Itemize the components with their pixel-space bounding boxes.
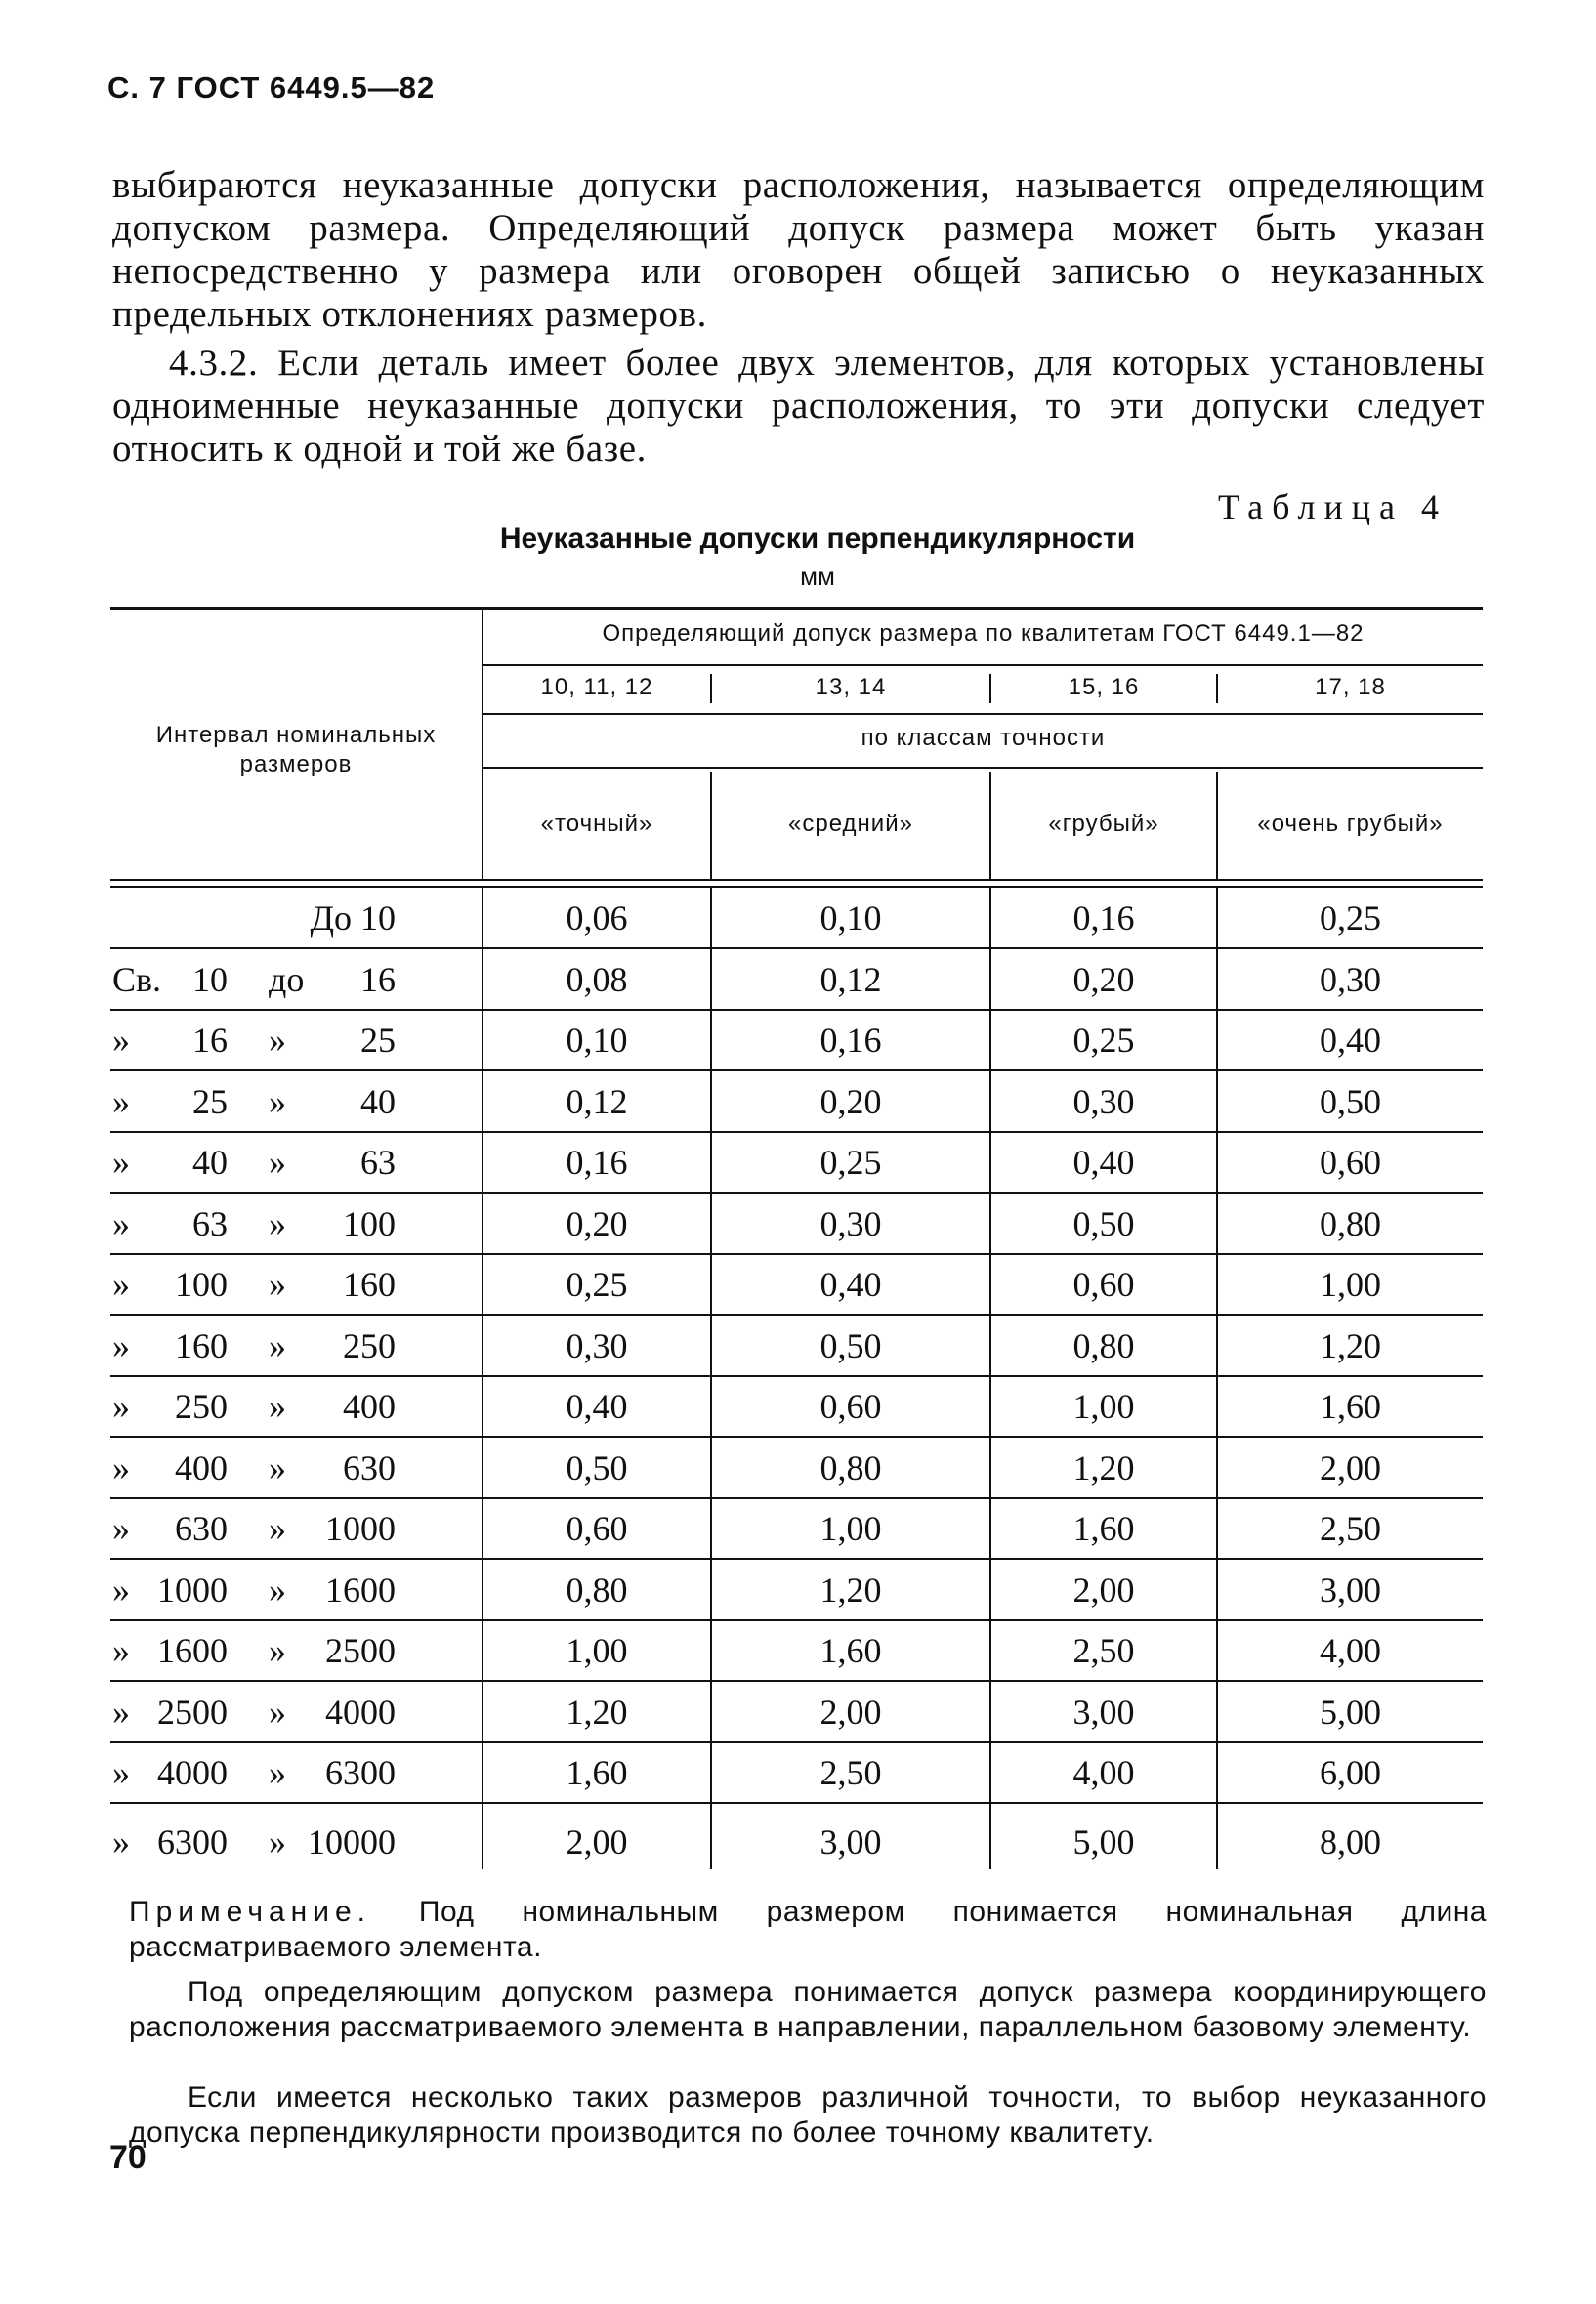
row-label-prefix: » [112, 1081, 130, 1121]
class-header: по классам точности [861, 725, 1106, 751]
row-label-to: 160 [343, 1265, 396, 1304]
row-label-prefix: » [112, 1387, 130, 1426]
table-unit: мм [800, 562, 835, 591]
row-label-prefix: » [112, 1447, 130, 1487]
row-label-mid: » [269, 1822, 286, 1862]
row-rule [110, 1741, 1483, 1743]
table-cell: 0,16 [1072, 899, 1135, 938]
table-cell: 0,50 [819, 1325, 882, 1365]
row-rule [110, 1192, 1483, 1194]
header-rule-3 [483, 767, 1483, 769]
paragraph-continuation: выбираются неуказанные допуски расположения, называется определяющим допуском размера. Определяющий допуск размера может быть указан непосредственно у размера или оговорен общей записью о неуказанных предельных отклонениях размеров. [112, 164, 1485, 335]
row-label-from: 1600 [157, 1631, 228, 1670]
row-rule [110, 1436, 1483, 1438]
row-rule [110, 1069, 1483, 1071]
row-label-prefix: » [112, 1631, 130, 1670]
qualitet-4: 17, 18 [1315, 674, 1386, 700]
note-label: Примечание. [129, 1896, 371, 1928]
table-cell: 2,50 [1320, 1509, 1381, 1548]
qualitet-2: 13, 14 [815, 674, 887, 700]
row-label-from: 63 [192, 1203, 228, 1243]
row-label-prefix: » [112, 1021, 130, 1060]
table-cell: 1,60 [566, 1753, 628, 1792]
row-label [112, 897, 396, 940]
page-header: С. 7 ГОСТ 6449.5—82 [107, 70, 436, 105]
table-cell: 5,00 [1320, 1692, 1381, 1732]
note-3: Если имеется несколько таких размеров различной точности, то выбор неуказанного допуска перпендикулярности производится по более точному квалитету. [129, 2081, 1487, 2149]
table-cell: 0,40 [1320, 1021, 1381, 1060]
table-cell: 8,00 [1320, 1822, 1381, 1862]
row-label [112, 1080, 396, 1123]
table-cell: 0,16 [566, 1143, 628, 1182]
row-label-prefix: » [112, 1509, 130, 1548]
header-bottom-rule-b [110, 886, 1483, 888]
row-label [112, 1446, 396, 1489]
row-label-prefix: » [112, 1325, 130, 1365]
table-cell: 0,25 [1320, 899, 1381, 938]
table-cell: 0,25 [566, 1265, 628, 1304]
table-cell: 0,30 [819, 1203, 882, 1243]
table-cell: 6,00 [1320, 1753, 1381, 1792]
row-label-to: 40 [360, 1081, 396, 1121]
row-label-mid: » [269, 1387, 286, 1426]
table-cell: 0,80 [1072, 1325, 1135, 1365]
table-cell: 0,80 [1320, 1203, 1381, 1243]
row-label-from: 100 [175, 1265, 228, 1304]
row-label-mid: » [269, 1203, 286, 1243]
page-number: 70 [109, 2139, 147, 2176]
table-top-rule [110, 607, 1483, 610]
table-cell: 0,12 [819, 959, 882, 999]
table-cell: 1,20 [1072, 1447, 1135, 1487]
row-label-to: 100 [343, 1203, 396, 1243]
table-cell: 0,20 [566, 1203, 628, 1243]
table-cell: 0,60 [566, 1509, 628, 1548]
table-cell: 0,80 [819, 1447, 882, 1487]
class-4: «очень грубый» [1257, 811, 1444, 837]
row-label-from: 630 [175, 1509, 228, 1548]
row-label [112, 1202, 396, 1245]
table-cell: 2,00 [1072, 1570, 1135, 1610]
table-cell: 1,20 [566, 1692, 628, 1732]
row-label [112, 958, 396, 1001]
row-label-prefix: » [112, 1822, 130, 1862]
row-label-mid: » [269, 1081, 286, 1121]
table-cell: 1,60 [1072, 1509, 1135, 1548]
row-label-to: 630 [343, 1447, 396, 1487]
table-cell: 0,25 [819, 1143, 882, 1182]
row-rule [110, 1680, 1483, 1682]
row-label-from: 400 [175, 1447, 228, 1487]
row-label [112, 1507, 396, 1550]
row-label-mid: » [269, 1570, 286, 1610]
row-header: Интервал номинальных размеров [155, 722, 437, 777]
row-label-from: 25 [192, 1081, 228, 1121]
row-rule [110, 1009, 1483, 1011]
table-cell: 2,00 [819, 1692, 882, 1732]
row-label-from: 10 [192, 959, 228, 999]
table-cell: 0,60 [819, 1387, 882, 1426]
row-rule [110, 1619, 1483, 1621]
row-rule [110, 1558, 1483, 1560]
table-title: Неуказанные допуски перпендикулярности [499, 523, 1136, 555]
row-label-mid: » [269, 1325, 286, 1365]
row-label-mid: » [269, 1631, 286, 1670]
row-label-mid: » [269, 1447, 286, 1487]
table-cell: 0,10 [819, 899, 882, 938]
row-rule [110, 1314, 1483, 1316]
table-cell: 4,00 [1320, 1631, 1381, 1670]
row-label [112, 1821, 396, 1864]
row-label-mid: » [269, 1265, 286, 1304]
row-label-prefix: » [112, 1203, 130, 1243]
row-label-from: 40 [192, 1143, 228, 1182]
table-cell: 0,20 [1072, 959, 1135, 999]
row-label [112, 1324, 396, 1367]
row-label-to: 250 [343, 1325, 396, 1365]
table-cell: 0,06 [566, 899, 628, 938]
table-cell: 3,00 [1072, 1692, 1135, 1732]
table-cell: 0,50 [1320, 1081, 1381, 1121]
note-1-text: Под номинальным размером понимается номинальная длина рассматриваемого элемента. [129, 1896, 1487, 1963]
row-label [112, 1019, 396, 1062]
row-label-to: 6300 [325, 1753, 396, 1792]
note-2: Под определяющим допуском размера понимается допуск размера координирующего расположения рассматриваемого элемента в направлении, параллельном базовому элементу. [129, 1976, 1487, 2043]
row-label [112, 1569, 396, 1612]
row-label-mid: » [269, 1143, 286, 1182]
row-label-prefix: » [112, 1265, 130, 1304]
table-number: Таблица 4 [1218, 487, 1448, 526]
table-cell: 1,00 [566, 1631, 628, 1670]
header-rule-1 [483, 664, 1483, 666]
note-1 [129, 1895, 1487, 1965]
row-label-from: 4000 [157, 1753, 228, 1792]
table-cell: 0,80 [566, 1570, 628, 1610]
table-cell: 0,12 [566, 1081, 628, 1121]
row-label-mid: » [269, 1509, 286, 1548]
table-cell: 0,20 [819, 1081, 882, 1121]
row-label-prefix: » [112, 1692, 130, 1732]
table-cell: 0,60 [1320, 1143, 1381, 1182]
table-cell: 0,60 [1072, 1265, 1135, 1304]
table-cell: 1,20 [819, 1570, 882, 1610]
table-cell: 1,00 [1072, 1387, 1135, 1426]
header-bottom-rule-a [110, 879, 1483, 881]
row-label-from: 1000 [157, 1570, 228, 1610]
table-cell: 3,00 [1320, 1570, 1381, 1610]
row-label-mid: » [269, 1692, 286, 1732]
table-cell: 3,00 [819, 1822, 882, 1862]
class-1: «точный» [540, 811, 653, 837]
row-rule [110, 1802, 1483, 1804]
table-cell: 0,16 [819, 1021, 882, 1060]
row-label-to: 2500 [325, 1631, 396, 1670]
paragraph-4-3-2: 4.3.2. Если деталь имеет более двух элементов, для которых установлены одноименные неуказанные допуски расположения, то эти допуски следует относить к одной и той же базе. [112, 342, 1485, 470]
table-cell: 0,40 [1072, 1143, 1135, 1182]
row-label-to: 63 [360, 1143, 396, 1182]
qualitet-3: 15, 16 [1068, 674, 1140, 700]
row-label [112, 1629, 396, 1672]
table-cell: 0,08 [566, 959, 628, 999]
table-cell: 1,00 [1320, 1265, 1381, 1304]
table-cell: 1,20 [1320, 1325, 1381, 1365]
row-label-to: 4000 [325, 1692, 396, 1732]
table-cell: 1,00 [819, 1509, 882, 1548]
table-cell: 0,30 [1320, 959, 1381, 999]
table-cell: 1,60 [819, 1631, 882, 1670]
table-cell: 0,50 [566, 1447, 628, 1487]
row-label-from: 160 [175, 1325, 228, 1365]
row-label-to: 400 [343, 1387, 396, 1426]
class-3: «грубый» [1048, 811, 1159, 837]
row-label-to: 1600 [325, 1570, 396, 1610]
table-cell: 2,00 [1320, 1447, 1381, 1487]
row-label [112, 1263, 396, 1306]
qualitet-1: 10, 11, 12 [540, 674, 653, 700]
row-label [112, 1751, 396, 1794]
row-label-to: 25 [360, 1021, 396, 1060]
row-label-from: 2500 [157, 1692, 228, 1732]
row-label-from: 6300 [157, 1822, 228, 1862]
table-cell: 0,30 [566, 1325, 628, 1365]
row-rule [110, 1497, 1483, 1499]
group-header: Определяющий допуск размера по квалитетам ГОСТ 6449.1—82 [602, 620, 1365, 647]
header-rule-2 [483, 713, 1483, 715]
row-label-to: 16 [360, 959, 396, 999]
row-label-mid: » [269, 1753, 286, 1792]
row-label-to: 1000 [325, 1509, 396, 1548]
table-cell: 2,50 [819, 1753, 882, 1792]
row-label-prefix: Св. [112, 959, 162, 999]
row-rule [110, 1131, 1483, 1133]
row-label-mid: до [269, 959, 305, 999]
row-rule [110, 1375, 1483, 1377]
table-cell: 0,40 [819, 1265, 882, 1304]
row-label-from: 16 [192, 1021, 228, 1060]
row-label-to: 10000 [308, 1822, 396, 1862]
row-label-from: 250 [175, 1387, 228, 1426]
row-label-text: До 10 [310, 899, 396, 938]
row-label-mid: » [269, 1021, 286, 1060]
row-label-prefix: » [112, 1753, 130, 1792]
table-cell: 0,40 [566, 1387, 628, 1426]
table-cell: 0,25 [1072, 1021, 1135, 1060]
row-rule [110, 1253, 1483, 1255]
row-label-prefix: » [112, 1143, 130, 1182]
class-2: «средний» [788, 811, 913, 837]
table-cell: 2,50 [1072, 1631, 1135, 1670]
row-label [112, 1141, 396, 1184]
row-label [112, 1691, 396, 1734]
row-label-prefix: » [112, 1570, 130, 1610]
table-cell: 0,30 [1072, 1081, 1135, 1121]
table-cell: 2,00 [566, 1822, 628, 1862]
table-cell: 4,00 [1072, 1753, 1135, 1792]
table-cell: 0,10 [566, 1021, 628, 1060]
table-cell: 0,50 [1072, 1203, 1135, 1243]
table-cell: 5,00 [1072, 1822, 1135, 1862]
row-label [112, 1385, 396, 1428]
row-rule [110, 947, 1483, 949]
table-cell: 1,60 [1320, 1387, 1381, 1426]
